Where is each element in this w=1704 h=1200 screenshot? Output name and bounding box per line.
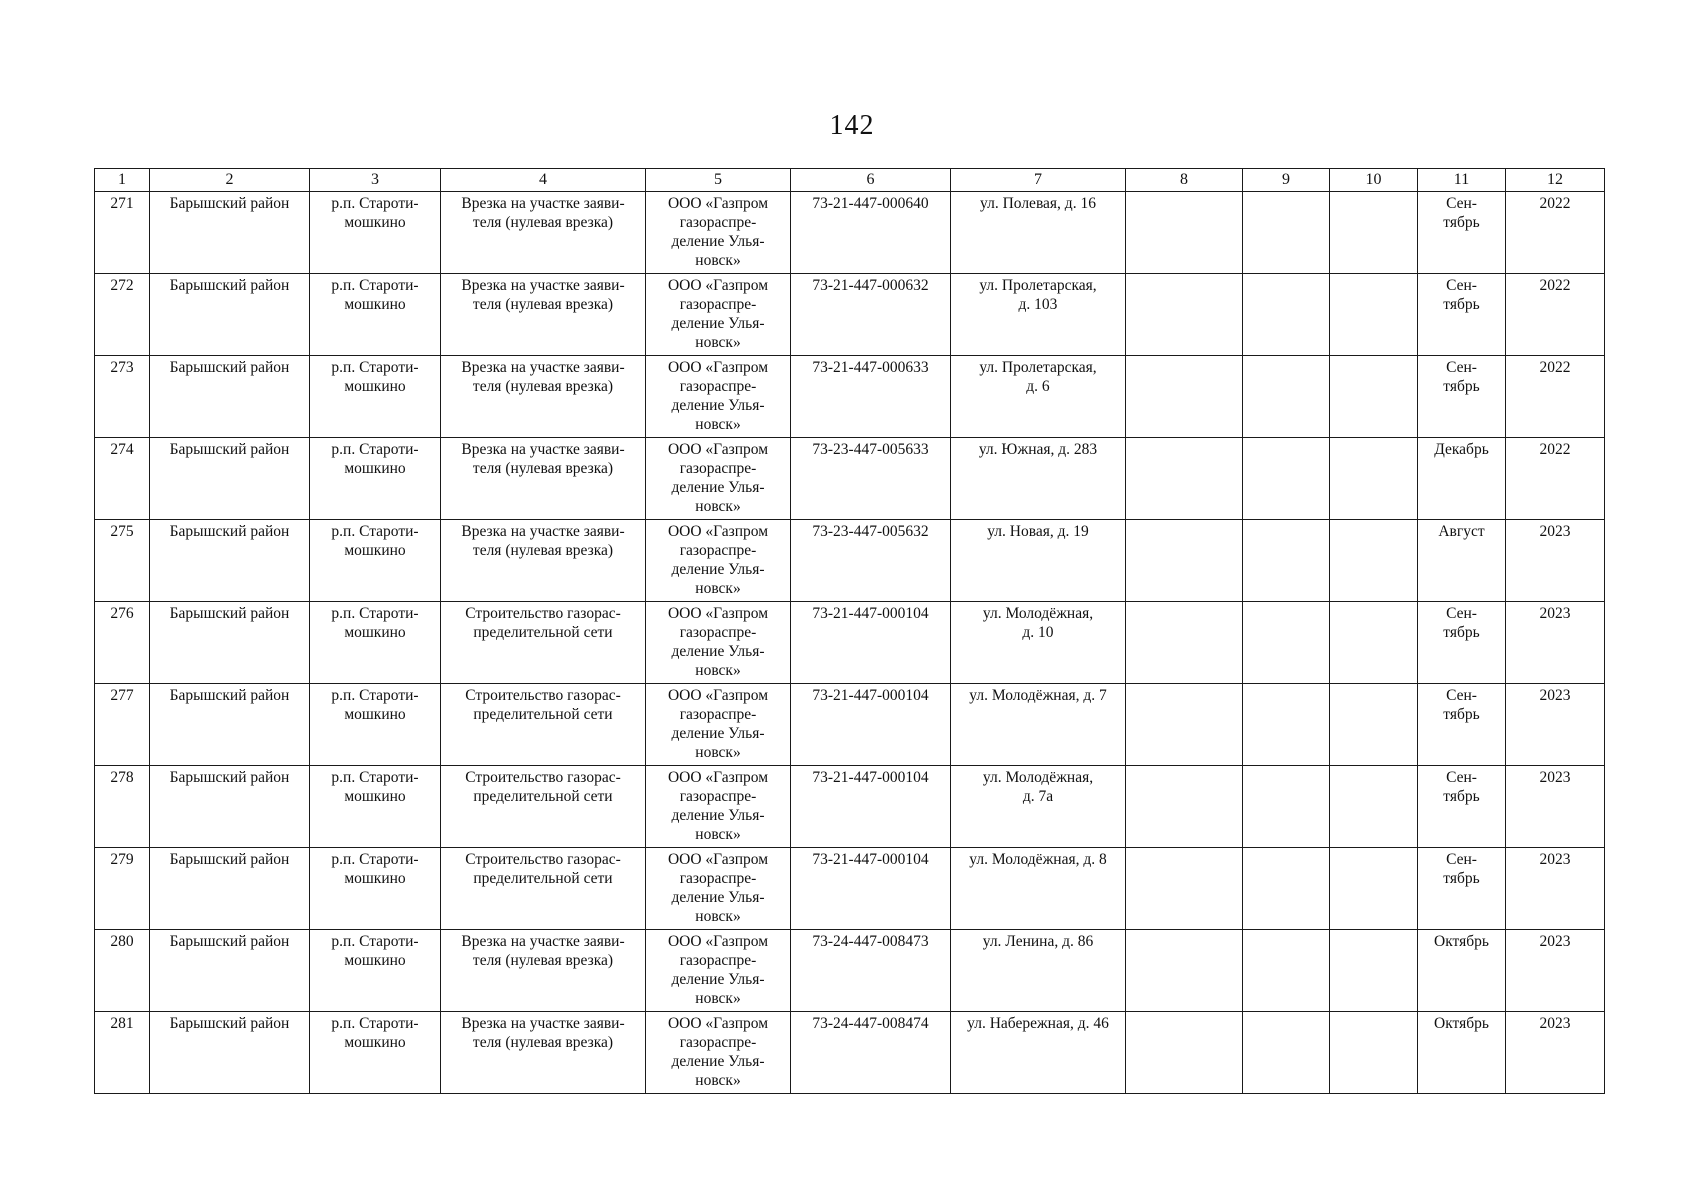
column-header-5: 5	[646, 169, 791, 192]
table-row	[95, 930, 1605, 1012]
year-cell: 2023	[1506, 520, 1605, 602]
column-9-cell	[1243, 274, 1330, 356]
work-type-cell: Врезка на участке заяви- теля (нулевая врезка)	[441, 520, 646, 602]
column-9-cell	[1243, 356, 1330, 438]
work-type-cell: Врезка на участке заяви- теля (нулевая врезка)	[441, 930, 646, 1012]
year-cell: 2022	[1506, 192, 1605, 274]
month-cell: Декабрь	[1418, 438, 1506, 520]
column-9-cell	[1243, 848, 1330, 930]
organization-cell: ООО «Газпром газораспре- деление Улья- новск»	[646, 356, 791, 438]
column-9-cell	[1243, 684, 1330, 766]
district-cell: Барышский район	[150, 274, 310, 356]
row-number-cell: 281	[95, 1012, 150, 1094]
district-cell: Барышский район	[150, 356, 310, 438]
column-8-cell	[1126, 848, 1243, 930]
column-header-9: 9	[1243, 169, 1330, 192]
organization-cell: ООО «Газпром газораспре- деление Улья- новск»	[646, 766, 791, 848]
locality-cell: р.п. Староти- мошкино	[310, 766, 441, 848]
address-cell: ул. Пролетарская, д. 6	[951, 356, 1126, 438]
address-cell: ул. Молодёжная, д. 7	[951, 684, 1126, 766]
organization-cell: ООО «Газпром газораспре- деление Улья- новск»	[646, 848, 791, 930]
column-10-cell	[1330, 930, 1418, 1012]
district-cell: Барышский район	[150, 438, 310, 520]
object-code-cell: 73-24-447-008473	[791, 930, 951, 1012]
address-cell: ул. Пролетарская, д. 103	[951, 274, 1126, 356]
object-code-cell: 73-21-447-000640	[791, 192, 951, 274]
address-cell: ул. Молодёжная, д. 10	[951, 602, 1126, 684]
column-10-cell	[1330, 1012, 1418, 1094]
year-cell: 2023	[1506, 1012, 1605, 1094]
locality-cell: р.п. Староти- мошкино	[310, 438, 441, 520]
month-cell: Сен- тябрь	[1418, 356, 1506, 438]
column-8-cell	[1126, 602, 1243, 684]
work-type-cell: Врезка на участке заяви- теля (нулевая врезка)	[441, 274, 646, 356]
locality-cell: р.п. Староти- мошкино	[310, 1012, 441, 1094]
table-row	[95, 1012, 1605, 1094]
column-10-cell	[1330, 356, 1418, 438]
column-10-cell	[1330, 192, 1418, 274]
table-row	[95, 438, 1605, 520]
table-row	[95, 766, 1605, 848]
column-header-8: 8	[1126, 169, 1243, 192]
object-code-cell: 73-21-447-000104	[791, 766, 951, 848]
row-number-cell: 273	[95, 356, 150, 438]
work-type-cell: Врезка на участке заяви- теля (нулевая врезка)	[441, 192, 646, 274]
column-9-cell	[1243, 766, 1330, 848]
table-body	[95, 192, 1605, 1094]
organization-cell: ООО «Газпром газораспре- деление Улья- новск»	[646, 520, 791, 602]
year-cell: 2023	[1506, 848, 1605, 930]
object-code-cell: 73-21-447-000104	[791, 602, 951, 684]
column-header-12: 12	[1506, 169, 1605, 192]
address-cell: ул. Молодёжная, д. 7а	[951, 766, 1126, 848]
month-cell: Сен- тябрь	[1418, 684, 1506, 766]
work-type-cell: Строительство газорас- пределительной сети	[441, 848, 646, 930]
month-cell: Сен- тябрь	[1418, 848, 1506, 930]
work-type-cell: Строительство газорас- пределительной сети	[441, 602, 646, 684]
year-cell: 2022	[1506, 274, 1605, 356]
month-cell: Октябрь	[1418, 1012, 1506, 1094]
row-number-cell: 275	[95, 520, 150, 602]
row-number-cell: 274	[95, 438, 150, 520]
district-cell: Барышский район	[150, 602, 310, 684]
column-8-cell	[1126, 930, 1243, 1012]
table-row	[95, 356, 1605, 438]
address-cell: ул. Ленина, д. 86	[951, 930, 1126, 1012]
month-cell: Сен- тябрь	[1418, 766, 1506, 848]
row-number-cell: 271	[95, 192, 150, 274]
year-cell: 2023	[1506, 684, 1605, 766]
row-number-cell: 277	[95, 684, 150, 766]
object-code-cell: 73-23-447-005632	[791, 520, 951, 602]
row-number-cell: 280	[95, 930, 150, 1012]
organization-cell: ООО «Газпром газораспре- деление Улья- новск»	[646, 684, 791, 766]
column-9-cell	[1243, 1012, 1330, 1094]
year-cell: 2023	[1506, 766, 1605, 848]
month-cell: Сен- тябрь	[1418, 192, 1506, 274]
page-number: 142	[829, 110, 875, 141]
year-cell: 2022	[1506, 356, 1605, 438]
month-cell: Август	[1418, 520, 1506, 602]
month-cell: Сен- тябрь	[1418, 274, 1506, 356]
address-cell: ул. Молодёжная, д. 8	[951, 848, 1126, 930]
column-9-cell	[1243, 930, 1330, 1012]
column-10-cell	[1330, 684, 1418, 766]
address-cell: ул. Южная, д. 283	[951, 438, 1126, 520]
year-cell: 2023	[1506, 930, 1605, 1012]
table-row	[95, 848, 1605, 930]
column-9-cell	[1243, 602, 1330, 684]
month-cell: Октябрь	[1418, 930, 1506, 1012]
row-number-cell: 272	[95, 274, 150, 356]
address-cell: ул. Новая, д. 19	[951, 520, 1126, 602]
locality-cell: р.п. Староти- мошкино	[310, 356, 441, 438]
object-code-cell: 73-21-447-000104	[791, 848, 951, 930]
locality-cell: р.п. Староти- мошкино	[310, 602, 441, 684]
object-code-cell: 73-21-447-000633	[791, 356, 951, 438]
column-9-cell	[1243, 192, 1330, 274]
column-header-4: 4	[441, 169, 646, 192]
work-type-cell: Врезка на участке заяви- теля (нулевая врезка)	[441, 1012, 646, 1094]
row-number-cell: 276	[95, 602, 150, 684]
district-cell: Барышский район	[150, 930, 310, 1012]
column-header-3: 3	[310, 169, 441, 192]
column-10-cell	[1330, 766, 1418, 848]
object-code-cell: 73-23-447-005633	[791, 438, 951, 520]
work-type-cell: Строительство газорас- пределительной сети	[441, 766, 646, 848]
column-10-cell	[1330, 602, 1418, 684]
district-cell: Барышский район	[150, 766, 310, 848]
object-code-cell: 73-21-447-000104	[791, 684, 951, 766]
object-code-cell: 73-21-447-000632	[791, 274, 951, 356]
table-row	[95, 192, 1605, 274]
column-header-2: 2	[150, 169, 310, 192]
district-cell: Барышский район	[150, 1012, 310, 1094]
work-type-cell: Врезка на участке заяви- теля (нулевая врезка)	[441, 438, 646, 520]
locality-cell: р.п. Староти- мошкино	[310, 520, 441, 602]
table-row	[95, 274, 1605, 356]
locality-cell: р.п. Староти- мошкино	[310, 930, 441, 1012]
district-cell: Барышский район	[150, 192, 310, 274]
district-cell: Барышский район	[150, 520, 310, 602]
column-8-cell	[1126, 766, 1243, 848]
organization-cell: ООО «Газпром газораспре- деление Улья- новск»	[646, 602, 791, 684]
column-9-cell	[1243, 438, 1330, 520]
column-header-6: 6	[791, 169, 951, 192]
column-8-cell	[1126, 684, 1243, 766]
address-cell: ул. Полевая, д. 16	[951, 192, 1126, 274]
data-table	[94, 168, 1605, 1094]
locality-cell: р.п. Староти- мошкино	[310, 684, 441, 766]
table-header-row	[95, 169, 1605, 192]
organization-cell: ООО «Газпром газораспре- деление Улья- новск»	[646, 1012, 791, 1094]
district-cell: Барышский район	[150, 848, 310, 930]
work-type-cell: Врезка на участке заяви- теля (нулевая врезка)	[441, 356, 646, 438]
year-cell: 2022	[1506, 438, 1605, 520]
column-header-10: 10	[1330, 169, 1418, 192]
column-8-cell	[1126, 274, 1243, 356]
locality-cell: р.п. Староти- мошкино	[310, 848, 441, 930]
column-header-11: 11	[1418, 169, 1506, 192]
column-8-cell	[1126, 520, 1243, 602]
district-cell: Барышский район	[150, 684, 310, 766]
column-8-cell	[1126, 1012, 1243, 1094]
column-10-cell	[1330, 438, 1418, 520]
column-8-cell	[1126, 438, 1243, 520]
table-row	[95, 520, 1605, 602]
column-header-7: 7	[951, 169, 1126, 192]
locality-cell: р.п. Староти- мошкино	[310, 274, 441, 356]
table-row	[95, 684, 1605, 766]
month-cell: Сен- тябрь	[1418, 602, 1506, 684]
organization-cell: ООО «Газпром газораспре- деление Улья- новск»	[646, 930, 791, 1012]
organization-cell: ООО «Газпром газораспре- деление Улья- новск»	[646, 438, 791, 520]
row-number-cell: 279	[95, 848, 150, 930]
locality-cell: р.п. Староти- мошкино	[310, 192, 441, 274]
table-row	[95, 602, 1605, 684]
organization-cell: ООО «Газпром газораспре- деление Улья- новск»	[646, 274, 791, 356]
column-header-1: 1	[95, 169, 150, 192]
column-10-cell	[1330, 848, 1418, 930]
column-9-cell	[1243, 520, 1330, 602]
address-cell: ул. Набережная, д. 46	[951, 1012, 1126, 1094]
work-type-cell: Строительство газорас- пределительной сети	[441, 684, 646, 766]
organization-cell: ООО «Газпром газораспре- деление Улья- новск»	[646, 192, 791, 274]
column-8-cell	[1126, 356, 1243, 438]
column-10-cell	[1330, 274, 1418, 356]
object-code-cell: 73-24-447-008474	[791, 1012, 951, 1094]
year-cell: 2023	[1506, 602, 1605, 684]
column-8-cell	[1126, 192, 1243, 274]
column-10-cell	[1330, 520, 1418, 602]
row-number-cell: 278	[95, 766, 150, 848]
